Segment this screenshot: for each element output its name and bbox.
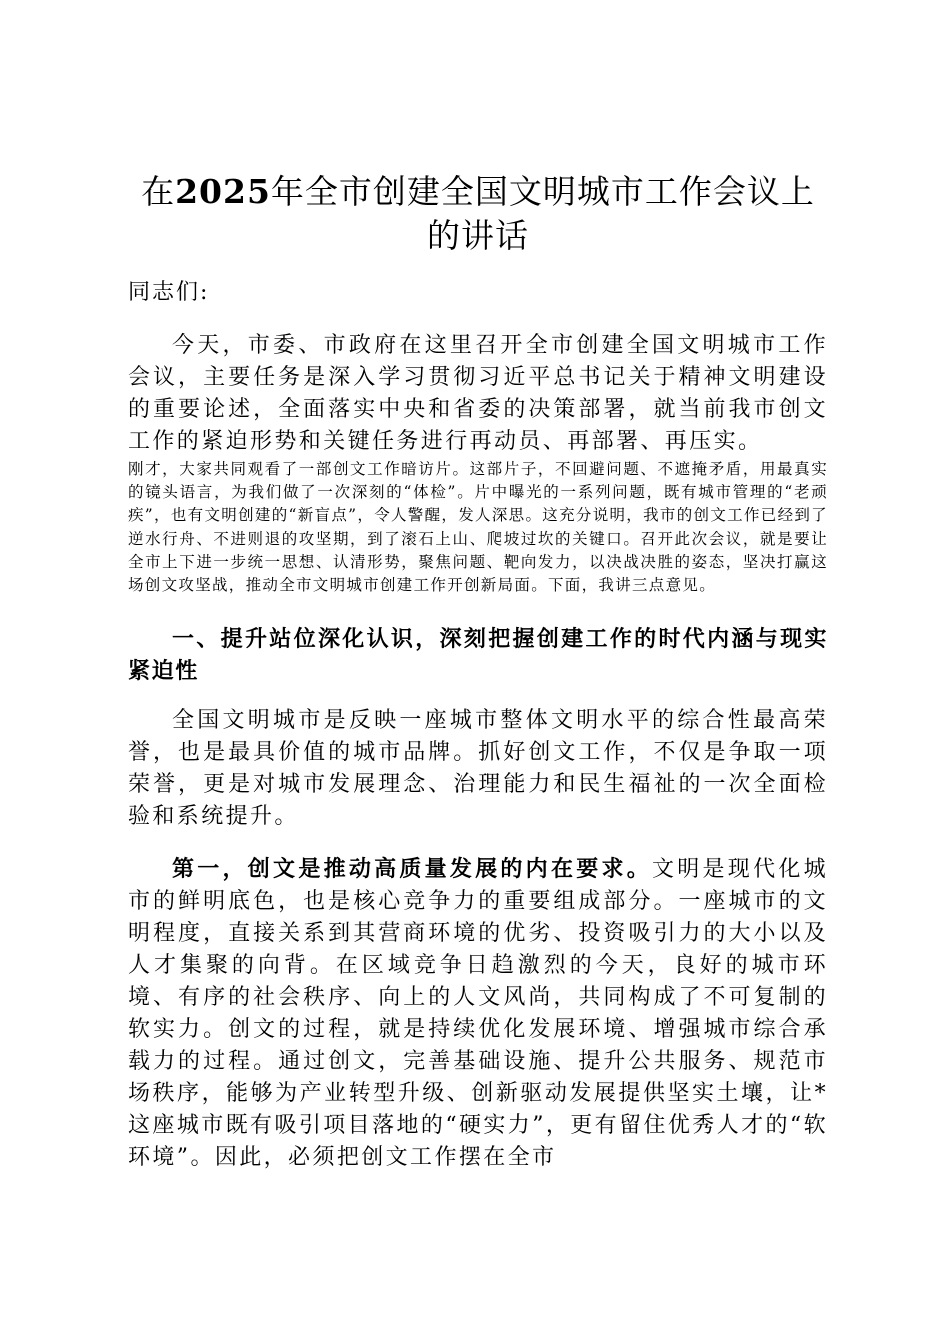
point-1-paragraph bbox=[128, 853, 828, 1174]
intro-large-text: 今天，市委、市政府在这里召开全市创建全国文明城市工作会议，主要任务是深入学习贯彻习近平总书记关于精神文明建设的重要论述，全面落实中央和省委的决策部署，就当前我市创文工作的紧迫形势和关键任务进行再动员、再部署、再压实。 bbox=[128, 333, 828, 454]
intro-paragraph bbox=[128, 330, 828, 597]
title-prefix: 在 bbox=[141, 172, 176, 211]
point-1-lead: 第一，创文是推动高质量发展的内在要求。 bbox=[172, 856, 653, 883]
intro-small-text: 刚才，大家共同观看了一部创文工作暗访片。这部片子，不回避问题、不遮掩矛盾，用最真实的镜头语言，为我们做了一次深刻的“体检”。片中曝光的一系列问题，既有城市管理的“老顽疾”，也有文明创建的“新盲点”，令人警醒，发人深思。这充分说明，我市的创文工作已经到了逆水行舟、不进则退的攻坚期，到了滚石上山、爬坡过坎的关键口。召开此次会议，就是要让全市上下进一步统一思想、认清形势，聚焦问题、靶向发力，以决战决胜的姿态，坚决打赢这场创文攻坚战，推动全市文明城市创建工作开创新局面。下面，我讲三点意见。 bbox=[128, 460, 828, 595]
section-1-paragraph: 全国文明城市是反映一座城市整体文明水平的综合性最高荣誉，也是最具价值的城市品牌。抓好创文工作，不仅是争取一项荣誉，更是对城市发展理念、治理能力和民生福祉的一次全面检验和系统提升。 bbox=[128, 708, 828, 830]
section-heading-1: 一、提升站位深化认识，深刻把握创建工作的时代内涵与现实紧迫性 bbox=[128, 626, 828, 685]
title-suffix: 年全市创建全国文明城市工作会议上的讲话 bbox=[270, 172, 815, 255]
document-title bbox=[128, 170, 828, 258]
salutation: 同志们: bbox=[128, 280, 210, 305]
point-1-body: 文明是现代化城市的鲜明底色，也是核心竞争力的重要组成部分。一座城市的文明程度，直接关系到其营商环境的优劣、投资吸引力的大小以及人才集聚的向背。在区域竞争日趋激烈的今天，良好的城市环境、有序的社会秩序、向上的人文风尚，共同构成了不可复制的软实力。创文的过程，就是持续优化发展环境、增强城市综合承载力的过程。通过创文，完善基础设施、提升公共服务、规范市场秩序，能够为产业转型升级、创新驱动发展提供坚实土壤，让*这座城市既有吸引项目落地的“硬实力”，更有留住优秀人才的“软环境”。因此，必须把创文工作摆在全市 bbox=[128, 857, 828, 1171]
title-year: 2025 bbox=[175, 172, 271, 211]
document-body bbox=[128, 170, 828, 1174]
